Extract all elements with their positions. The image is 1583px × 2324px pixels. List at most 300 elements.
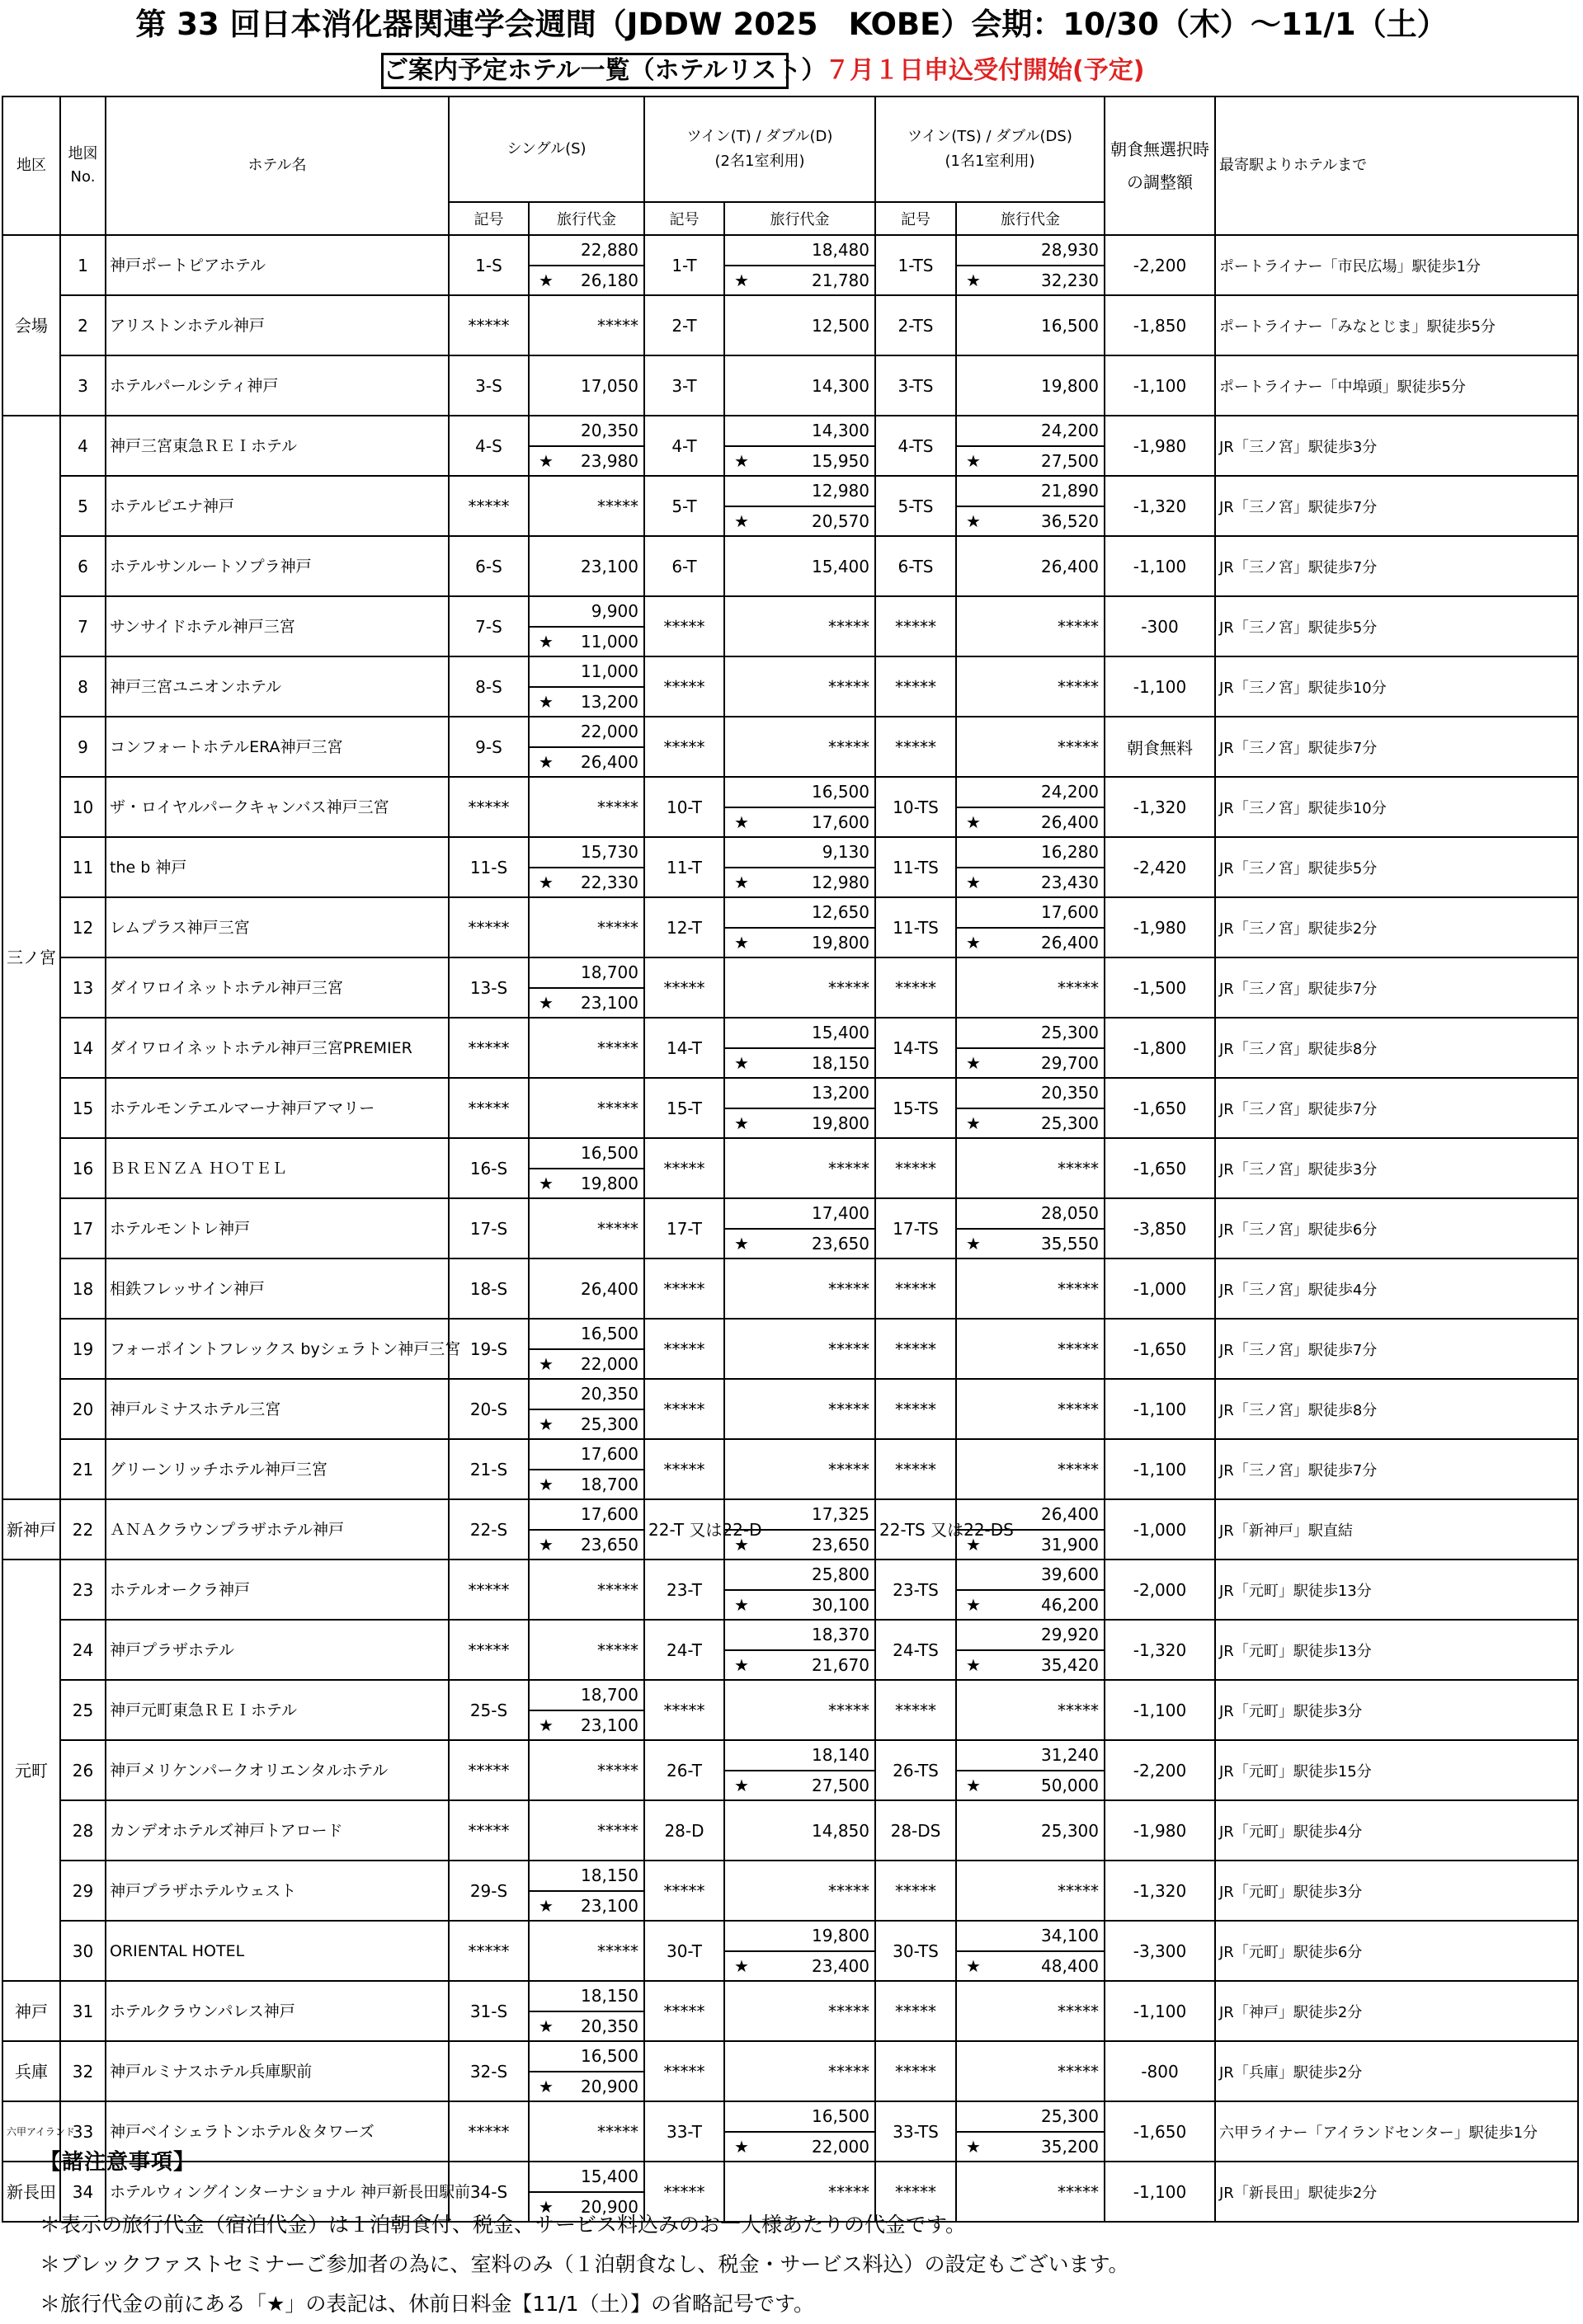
map-number: 15 bbox=[60, 1078, 106, 1138]
s-holiday-fare: 26,180 bbox=[581, 270, 638, 290]
breakfast-adjustment: -2,000 bbox=[1105, 1560, 1215, 1620]
ts-holiday-fare: 26,400 bbox=[1041, 932, 1099, 953]
t-fare: 18,370 bbox=[812, 1625, 869, 1645]
hotel-row bbox=[2, 1499, 1578, 1560]
ts-fare-cell bbox=[956, 1861, 1105, 1921]
star-icon: ★ bbox=[539, 450, 554, 471]
hotel-row bbox=[2, 1800, 1578, 1861]
ts-holiday-fare: 23,430 bbox=[1041, 872, 1099, 892]
hotel-name: ＢＲＥＮＺＡ ＨＯＴＥＬ bbox=[106, 1138, 449, 1198]
t-fare-cell bbox=[724, 1258, 875, 1319]
area-cell: 新長田 bbox=[2, 2162, 60, 2222]
twin-solo-code: ***** bbox=[875, 1861, 956, 1921]
single-code: 18-S bbox=[449, 1258, 529, 1319]
hotel-name: アリストンホテル神戸 bbox=[106, 295, 449, 355]
map-number: 14 bbox=[60, 1018, 106, 1078]
hotel-name: 相鉄フレッサイン神戸 bbox=[106, 1258, 449, 1319]
access-info: JR「三ノ宮」駅徒歩7分 bbox=[1215, 957, 1578, 1018]
access-info: JR「三ノ宮」駅徒歩7分 bbox=[1215, 1319, 1578, 1379]
note-line: ＊旅行代金の前にある「★」の表記は、休前日料金【11/1（土）】の省略記号です。 bbox=[40, 2292, 815, 2316]
s-fare: 26,400 bbox=[581, 1278, 638, 1299]
ts-fare: ***** bbox=[1058, 1278, 1099, 1299]
t-fare-cell bbox=[724, 1560, 875, 1620]
access-info: 六甲ライナー「アイランドセンター」駅徒歩1分 bbox=[1215, 2101, 1578, 2162]
twin-code: ***** bbox=[644, 2041, 724, 2101]
twin-code: 17-T bbox=[644, 1198, 724, 1258]
breakfast-adjustment: -1,980 bbox=[1105, 1800, 1215, 1861]
map-number: 24 bbox=[60, 1620, 106, 1680]
star-icon: ★ bbox=[966, 1594, 981, 1615]
breakfast-adjustment: -2,200 bbox=[1105, 1740, 1215, 1800]
access-info: JR「三ノ宮」駅徒歩3分 bbox=[1215, 1138, 1578, 1198]
t-fare: 19,800 bbox=[812, 1926, 869, 1946]
twin-solo-code: 14-TS bbox=[875, 1018, 956, 1078]
star-icon: ★ bbox=[734, 2136, 749, 2157]
map-number: 19 bbox=[60, 1319, 106, 1379]
ts-fare-cell bbox=[956, 1198, 1105, 1258]
hotel-row bbox=[2, 2041, 1578, 2101]
map-number: 10 bbox=[60, 777, 106, 837]
ts-fare-cell bbox=[956, 837, 1105, 897]
s-fare-cell bbox=[529, 1499, 644, 1560]
star-icon: ★ bbox=[966, 270, 981, 290]
ts-fare-cell bbox=[956, 1319, 1105, 1379]
breakfast-adjustment: -1,650 bbox=[1105, 1138, 1215, 1198]
t-fare: 16,500 bbox=[812, 782, 869, 802]
hotel-name: コンフォートホテルERA神戸三宮 bbox=[106, 717, 449, 777]
breakfast-adjustment: -1,000 bbox=[1105, 1499, 1215, 1560]
star-icon: ★ bbox=[734, 1594, 749, 1615]
t-fare: ***** bbox=[828, 1399, 869, 1419]
s-fare-cell bbox=[529, 777, 644, 837]
twin-solo-code: 2-TS bbox=[875, 295, 956, 355]
hotel-row bbox=[2, 656, 1578, 717]
hotel-name: グリーンリッチホテル神戸三宮 bbox=[106, 1439, 449, 1499]
t-fare-cell bbox=[724, 1319, 875, 1379]
single-code: 4-S bbox=[449, 416, 529, 476]
header-map-no: 地図No. bbox=[60, 96, 106, 235]
t-holiday-fare: 27,500 bbox=[812, 1775, 869, 1795]
single-code: 13-S bbox=[449, 957, 529, 1018]
twin-solo-code: 33-TS bbox=[875, 2101, 956, 2162]
access-info: JR「元町」駅徒歩4分 bbox=[1215, 1800, 1578, 1861]
map-number: 12 bbox=[60, 897, 106, 957]
star-icon: ★ bbox=[539, 992, 554, 1013]
map-number: 5 bbox=[60, 476, 106, 536]
ts-holiday-fare: 25,300 bbox=[1041, 1113, 1099, 1133]
star-icon: ★ bbox=[539, 1414, 554, 1434]
star-icon: ★ bbox=[539, 270, 554, 290]
twin-code: 26-T bbox=[644, 1740, 724, 1800]
hotel-row bbox=[2, 295, 1578, 355]
t-holiday-fare: 21,780 bbox=[812, 270, 869, 290]
area-cell: 兵庫 bbox=[2, 2041, 60, 2101]
single-code: 17-S bbox=[449, 1198, 529, 1258]
star-icon: ★ bbox=[734, 1654, 749, 1675]
single-code: ***** bbox=[449, 2101, 529, 2162]
twin-code: 15-T bbox=[644, 1078, 724, 1138]
header-adjustment: 朝食無選択時の調整額 bbox=[1105, 96, 1215, 235]
header-twin-solo bbox=[875, 96, 1105, 202]
single-code: ***** bbox=[449, 1078, 529, 1138]
star-icon: ★ bbox=[539, 2076, 554, 2096]
hotel-name: ホテルモンテエルマーナ神戸アマリー bbox=[106, 1078, 449, 1138]
twin-solo-code: ***** bbox=[875, 1439, 956, 1499]
ts-fare: ***** bbox=[1058, 1459, 1099, 1480]
s-fare-cell bbox=[529, 1379, 644, 1439]
s-holiday-fare: 22,000 bbox=[581, 1353, 638, 1374]
hotel-row bbox=[2, 1138, 1578, 1198]
twin-solo-code: ***** bbox=[875, 1680, 956, 1740]
s-fare-cell bbox=[529, 355, 644, 416]
twin-code: 2-T bbox=[644, 295, 724, 355]
t-fare: ***** bbox=[828, 1700, 869, 1720]
star-icon: ★ bbox=[966, 1955, 981, 1976]
star-icon: ★ bbox=[539, 631, 554, 652]
hotel-row bbox=[2, 1379, 1578, 1439]
map-number: 31 bbox=[60, 1981, 106, 2041]
hotel-row bbox=[2, 1620, 1578, 1680]
hotel-row bbox=[2, 536, 1578, 596]
s-fare: 17,600 bbox=[581, 1444, 638, 1465]
star-icon: ★ bbox=[539, 1895, 554, 1916]
access-info: ポートライナー「中埠頭」駅徒歩5分 bbox=[1215, 355, 1578, 416]
t-fare-cell bbox=[724, 295, 875, 355]
twin-solo-code: ***** bbox=[875, 1981, 956, 2041]
s-fare-cell bbox=[529, 1078, 644, 1138]
single-code: 31-S bbox=[449, 1981, 529, 2041]
ts-holiday-fare: 35,420 bbox=[1041, 1654, 1099, 1675]
s-fare: ***** bbox=[597, 1760, 638, 1781]
single-code: 25-S bbox=[449, 1680, 529, 1740]
breakfast-adjustment: 朝食無料 bbox=[1105, 717, 1215, 777]
header-twin-label: ツイン(T) / ダブル(D) bbox=[686, 128, 833, 145]
s-fare: 22,000 bbox=[581, 722, 638, 742]
ts-fare-cell bbox=[956, 235, 1105, 295]
page-title: 第 33 回日本消化器関連学会週間（JDDW 2025 KOBE）会期：10/30（木）〜11/1（土） bbox=[135, 7, 1448, 42]
t-fare-cell bbox=[724, 1499, 875, 1560]
ts-fare: 16,500 bbox=[1041, 315, 1099, 336]
hotel-row bbox=[2, 957, 1578, 1018]
t-fare: 13,200 bbox=[812, 1083, 869, 1103]
star-icon: ★ bbox=[966, 1233, 981, 1254]
s-holiday-fare: 22,330 bbox=[581, 872, 638, 892]
s-holiday-fare: 25,300 bbox=[581, 1414, 638, 1434]
s-holiday-fare: 18,700 bbox=[581, 1474, 638, 1494]
s-fare-cell bbox=[529, 596, 644, 656]
ts-fare-cell bbox=[956, 1379, 1105, 1439]
hotel-name: the b 神戸 bbox=[106, 837, 449, 897]
star-icon: ★ bbox=[539, 872, 554, 892]
hotel-row bbox=[2, 1981, 1578, 2041]
t-holiday-fare: 17,600 bbox=[812, 812, 869, 832]
hotel-name: ホテルクラウンパレス神戸 bbox=[106, 1981, 449, 2041]
t-fare: 15,400 bbox=[812, 556, 869, 576]
hotel-row bbox=[2, 1560, 1578, 1620]
hotel-list-heading: ご案内予定ホテル一覧（ホテルリスト） bbox=[381, 53, 789, 89]
s-holiday-fare: 23,100 bbox=[581, 1895, 638, 1916]
twin-solo-code: 28-DS bbox=[875, 1800, 956, 1861]
single-code: 21-S bbox=[449, 1439, 529, 1499]
hotel-name: カンデオホテルズ神戸トアロード bbox=[106, 1800, 449, 1861]
s-fare-cell bbox=[529, 957, 644, 1018]
s-fare-cell bbox=[529, 416, 644, 476]
twin-solo-code: ***** bbox=[875, 2041, 956, 2101]
s-fare-cell bbox=[529, 1439, 644, 1499]
hotel-name: 神戸三宮東急ＲＥＩホテル bbox=[106, 416, 449, 476]
subtitle-row bbox=[0, 53, 1583, 92]
map-number: 2 bbox=[60, 295, 106, 355]
twin-solo-code: 6-TS bbox=[875, 536, 956, 596]
twin-code: 33-T bbox=[644, 2101, 724, 2162]
breakfast-adjustment: -1,100 bbox=[1105, 1379, 1215, 1439]
star-icon: ★ bbox=[734, 1775, 749, 1795]
breakfast-adjustment: -1,100 bbox=[1105, 656, 1215, 717]
s-fare: 16,500 bbox=[581, 2046, 638, 2067]
s-fare: ***** bbox=[597, 1579, 638, 1600]
t-fare: ***** bbox=[828, 1459, 869, 1480]
star-icon: ★ bbox=[734, 270, 749, 290]
twin-solo-code: ***** bbox=[875, 656, 956, 717]
t-fare-cell bbox=[724, 1138, 875, 1198]
hotel-row bbox=[2, 1861, 1578, 1921]
s-fare-cell bbox=[529, 1740, 644, 1800]
single-code: 34-S bbox=[449, 2162, 529, 2222]
access-info: JR「三ノ宮」駅徒歩8分 bbox=[1215, 1018, 1578, 1078]
breakfast-adjustment: -1,500 bbox=[1105, 957, 1215, 1018]
breakfast-adjustment: -1,100 bbox=[1105, 1680, 1215, 1740]
map-number: 1 bbox=[60, 235, 106, 295]
star-icon: ★ bbox=[539, 1353, 554, 1374]
access-info: JR「三ノ宮」駅徒歩3分 bbox=[1215, 416, 1578, 476]
hotel-table-body bbox=[2, 235, 1578, 2222]
hotel-row bbox=[2, 355, 1578, 416]
t-fare-cell bbox=[724, 1198, 875, 1258]
single-code: 9-S bbox=[449, 717, 529, 777]
twin-code: ***** bbox=[644, 957, 724, 1018]
single-code: 22-S bbox=[449, 1499, 529, 1560]
t-fare-cell bbox=[724, 1800, 875, 1861]
twin-solo-code: 1-TS bbox=[875, 235, 956, 295]
access-info: JR「三ノ宮」駅徒歩6分 bbox=[1215, 1198, 1578, 1258]
s-fare-cell bbox=[529, 1018, 644, 1078]
breakfast-adjustment: -3,850 bbox=[1105, 1198, 1215, 1258]
breakfast-adjustment: -1,100 bbox=[1105, 2162, 1215, 2222]
s-fare: ***** bbox=[597, 315, 638, 336]
t-holiday-fare: 20,570 bbox=[812, 510, 869, 531]
hotel-name: ＡＮＡクラウンプラザホテル神戸 bbox=[106, 1499, 449, 1560]
star-icon: ★ bbox=[539, 691, 554, 712]
header-twin-note: (2名1室利用) bbox=[714, 153, 805, 170]
map-number: 34 bbox=[60, 2162, 106, 2222]
twin-solo-code: 5-TS bbox=[875, 476, 956, 536]
ts-fare: ***** bbox=[1058, 736, 1099, 757]
access-info: JR「三ノ宮」駅徒歩7分 bbox=[1215, 1078, 1578, 1138]
star-icon: ★ bbox=[734, 932, 749, 953]
ts-fare: 21,890 bbox=[1041, 481, 1099, 501]
ts-fare-cell bbox=[956, 536, 1105, 596]
application-start-notice: ７月１日申込受付開始(予定) bbox=[825, 56, 1145, 85]
note-line: ＊表示の旅行代金（宿泊代金）は１泊朝食付、税金、サービス料込みのお一人様あたりの代金です。 bbox=[40, 2213, 967, 2237]
star-icon: ★ bbox=[539, 2016, 554, 2036]
t-holiday-fare: 23,650 bbox=[812, 1534, 869, 1555]
s-holiday-fare: 20,900 bbox=[581, 2196, 638, 2217]
map-number: 23 bbox=[60, 1560, 106, 1620]
t-holiday-fare: 22,000 bbox=[812, 2136, 869, 2157]
hotel-name: 神戸プラザホテルウェスト bbox=[106, 1861, 449, 1921]
s-fare-cell bbox=[529, 235, 644, 295]
s-fare: 18,700 bbox=[581, 962, 638, 983]
t-fare-cell bbox=[724, 957, 875, 1018]
s-fare: 18,150 bbox=[581, 1865, 638, 1886]
t-fare: ***** bbox=[828, 1278, 869, 1299]
t-fare: 12,980 bbox=[812, 481, 869, 501]
twin-code: 14-T bbox=[644, 1018, 724, 1078]
single-code: ***** bbox=[449, 897, 529, 957]
single-code: ***** bbox=[449, 1560, 529, 1620]
t-fare-cell bbox=[724, 476, 875, 536]
twin-code: 1-T bbox=[644, 235, 724, 295]
map-number: 33 bbox=[60, 2101, 106, 2162]
star-icon: ★ bbox=[966, 2136, 981, 2157]
ts-fare-cell bbox=[956, 1981, 1105, 2041]
access-info: JR「新神戸」駅直結 bbox=[1215, 1499, 1578, 1560]
s-holiday-fare: 11,000 bbox=[581, 631, 638, 652]
hotel-name: 神戸ポートピアホテル bbox=[106, 235, 449, 295]
s-fare: 18,700 bbox=[581, 1685, 638, 1705]
access-info: JR「三ノ宮」駅徒歩2分 bbox=[1215, 897, 1578, 957]
s-fare: ***** bbox=[597, 1098, 638, 1118]
t-fare: ***** bbox=[828, 676, 869, 697]
ts-fare: ***** bbox=[1058, 2061, 1099, 2082]
s-fare: ***** bbox=[597, 797, 638, 817]
s-holiday-fare: 23,100 bbox=[581, 1715, 638, 1735]
twin-code: 22-T 又は22-D bbox=[644, 1499, 724, 1560]
twin-code: ***** bbox=[644, 1138, 724, 1198]
ts-fare-cell bbox=[956, 596, 1105, 656]
breakfast-adjustment: -800 bbox=[1105, 2041, 1215, 2101]
s-holiday-fare: 20,350 bbox=[581, 2016, 638, 2036]
t-fare-cell bbox=[724, 1921, 875, 1981]
single-code: 19-S bbox=[449, 1319, 529, 1379]
t-fare: 18,140 bbox=[812, 1745, 869, 1766]
ts-fare-cell bbox=[956, 1740, 1105, 1800]
breakfast-adjustment: -2,420 bbox=[1105, 837, 1215, 897]
access-info: JR「三ノ宮」駅徒歩7分 bbox=[1215, 717, 1578, 777]
ts-fare: 25,300 bbox=[1041, 2106, 1099, 2127]
s-fare-cell bbox=[529, 1981, 644, 2041]
s-holiday-fare: 23,100 bbox=[581, 992, 638, 1013]
map-number: 25 bbox=[60, 1680, 106, 1740]
header-twin-code: 記号 bbox=[644, 202, 724, 235]
breakfast-adjustment: -1,320 bbox=[1105, 476, 1215, 536]
star-icon: ★ bbox=[966, 932, 981, 953]
hotel-row bbox=[2, 1319, 1578, 1379]
ts-fare: 24,200 bbox=[1041, 421, 1099, 441]
access-info: JR「三ノ宮」駅徒歩7分 bbox=[1215, 1439, 1578, 1499]
hotel-name: 神戸ルミナスホテル三宮 bbox=[106, 1379, 449, 1439]
star-icon: ★ bbox=[966, 510, 981, 531]
hotel-name: 神戸元町東急ＲＥＩホテル bbox=[106, 1680, 449, 1740]
t-holiday-fare: 12,980 bbox=[812, 872, 869, 892]
ts-holiday-fare: 48,400 bbox=[1041, 1955, 1099, 1976]
ts-fare-cell bbox=[956, 1620, 1105, 1680]
breakfast-adjustment: -1,320 bbox=[1105, 1861, 1215, 1921]
t-fare-cell bbox=[724, 1439, 875, 1499]
t-fare-cell bbox=[724, 1861, 875, 1921]
ts-fare: 28,930 bbox=[1041, 240, 1099, 261]
header-twin-solo-code: 記号 bbox=[875, 202, 956, 235]
twin-code: 23-T bbox=[644, 1560, 724, 1620]
ts-fare-cell bbox=[956, 777, 1105, 837]
twin-code: 24-T bbox=[644, 1620, 724, 1680]
twin-solo-code: ***** bbox=[875, 1319, 956, 1379]
t-fare: 14,300 bbox=[812, 421, 869, 441]
hotel-name: 神戸メリケンパークオリエンタルホテル bbox=[106, 1740, 449, 1800]
access-info: JR「元町」駅徒歩13分 bbox=[1215, 1620, 1578, 1680]
header-twin bbox=[644, 96, 875, 202]
hotel-row bbox=[2, 1680, 1578, 1740]
s-holiday-fare: 13,200 bbox=[581, 691, 638, 712]
map-number: 18 bbox=[60, 1258, 106, 1319]
header-single: シングル(S) bbox=[449, 96, 644, 202]
ts-fare: 19,800 bbox=[1041, 375, 1099, 396]
t-fare-cell bbox=[724, 717, 875, 777]
star-icon: ★ bbox=[734, 1052, 749, 1073]
s-fare-cell bbox=[529, 536, 644, 596]
ts-fare: ***** bbox=[1058, 977, 1099, 998]
t-fare-cell bbox=[724, 656, 875, 717]
single-code: ***** bbox=[449, 476, 529, 536]
hotel-row bbox=[2, 1018, 1578, 1078]
ts-fare-cell bbox=[956, 1560, 1105, 1620]
ts-fare: 20,350 bbox=[1041, 1083, 1099, 1103]
ts-fare: ***** bbox=[1058, 1399, 1099, 1419]
ts-fare-cell bbox=[956, 1680, 1105, 1740]
map-number: 28 bbox=[60, 1800, 106, 1861]
ts-fare-cell bbox=[956, 957, 1105, 1018]
ts-fare-cell bbox=[956, 656, 1105, 717]
s-holiday-fare: 20,900 bbox=[581, 2076, 638, 2096]
hotel-name: ORIENTAL HOTEL bbox=[106, 1921, 449, 1981]
s-fare: ***** bbox=[597, 1218, 638, 1239]
map-number: 32 bbox=[60, 2041, 106, 2101]
ts-fare: 24,200 bbox=[1041, 782, 1099, 802]
t-holiday-fare: 23,400 bbox=[812, 1955, 869, 1976]
t-fare: 17,325 bbox=[812, 1504, 869, 1525]
breakfast-adjustment: -1,100 bbox=[1105, 536, 1215, 596]
s-fare-cell bbox=[529, 1258, 644, 1319]
area-cell: 新神戸 bbox=[2, 1499, 60, 1560]
map-number: 30 bbox=[60, 1921, 106, 1981]
hotel-row bbox=[2, 1078, 1578, 1138]
hotel-row bbox=[2, 476, 1578, 536]
header-single-fare: 旅行代金 bbox=[529, 202, 644, 235]
access-info: JR「神戸」駅徒歩2分 bbox=[1215, 1981, 1578, 2041]
hotel-name: 神戸三宮ユニオンホテル bbox=[106, 656, 449, 717]
hotel-name: ダイワロイネットホテル神戸三宮PREMIER bbox=[106, 1018, 449, 1078]
hotel-row bbox=[2, 1258, 1578, 1319]
access-info: JR「三ノ宮」駅徒歩10分 bbox=[1215, 777, 1578, 837]
map-number: 17 bbox=[60, 1198, 106, 1258]
t-fare: 9,130 bbox=[822, 842, 869, 863]
ts-holiday-fare: 36,520 bbox=[1041, 510, 1099, 531]
map-number: 16 bbox=[60, 1138, 106, 1198]
twin-solo-code: ***** bbox=[875, 717, 956, 777]
ts-fare-cell bbox=[956, 355, 1105, 416]
single-code: 6-S bbox=[449, 536, 529, 596]
s-fare: ***** bbox=[597, 1820, 638, 1841]
